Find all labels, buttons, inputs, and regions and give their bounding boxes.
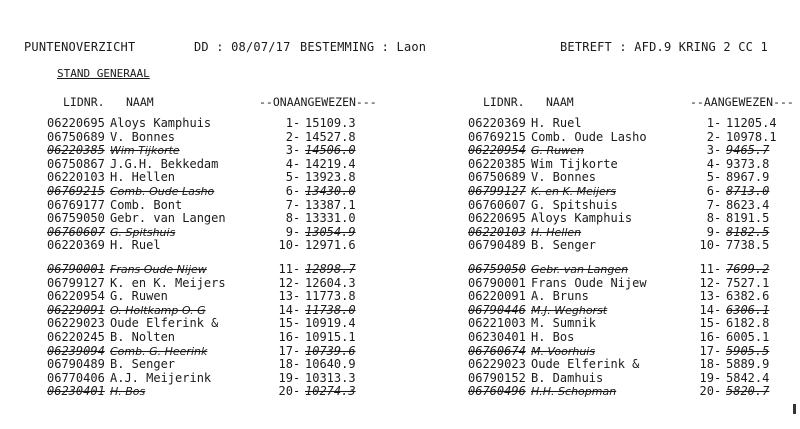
table-row bbox=[468, 331, 800, 344]
member-name: B. Senger bbox=[110, 357, 176, 372]
points: 10274.3 bbox=[305, 384, 356, 399]
margin-mark bbox=[793, 404, 796, 414]
points: 15109.3 bbox=[305, 116, 356, 130]
points: 11205.4 bbox=[726, 116, 777, 130]
table-row bbox=[47, 171, 387, 184]
rank: 10 bbox=[699, 238, 714, 253]
rank-separator: - bbox=[293, 262, 301, 276]
rank: 7 bbox=[706, 197, 714, 212]
rank-separator: - bbox=[714, 184, 722, 198]
rank-separator: - bbox=[293, 289, 301, 304]
rank-separator: - bbox=[714, 129, 722, 144]
member-number: 06220369 bbox=[468, 116, 526, 130]
rank: 3 bbox=[706, 143, 714, 158]
rank: 17 bbox=[699, 343, 714, 358]
date-field: DD : 08/07/17 bbox=[194, 40, 291, 54]
rank: 17 bbox=[278, 343, 293, 358]
table-row bbox=[468, 358, 800, 371]
table-row bbox=[47, 304, 387, 317]
member-name: G. Spitshuis bbox=[531, 197, 618, 212]
rank-separator: - bbox=[714, 275, 722, 290]
table-row bbox=[468, 385, 800, 398]
member-name: K. en K. Meijers bbox=[531, 185, 617, 198]
points: 5842.4 bbox=[726, 370, 770, 385]
points: 8191.5 bbox=[726, 211, 770, 226]
rank-separator: - bbox=[714, 343, 722, 358]
table-row bbox=[47, 345, 387, 358]
points: 10313.3 bbox=[305, 370, 356, 385]
rank: 14 bbox=[699, 302, 714, 317]
member-number: 06760496 bbox=[468, 384, 526, 399]
member-name: Aloys Kamphuis bbox=[110, 116, 212, 130]
rank: 10 bbox=[278, 238, 293, 253]
section-subtitle: STAND GENERAAL bbox=[57, 67, 150, 80]
table-row bbox=[47, 277, 387, 290]
member-number: 06790001 bbox=[47, 262, 105, 276]
member-number: 06769215 bbox=[47, 184, 105, 198]
report-title: PUNTENOVERZICHT bbox=[24, 40, 136, 54]
rank: 20 bbox=[278, 384, 293, 399]
member-number: 06769177 bbox=[47, 197, 105, 212]
rank: 18 bbox=[278, 357, 293, 372]
rank-separator: - bbox=[293, 129, 301, 144]
member-number: 06770406 bbox=[47, 370, 105, 385]
member-name: H. Bos bbox=[531, 330, 575, 344]
member-name: M. Voorhuis bbox=[531, 344, 596, 358]
rank: 13 bbox=[699, 289, 714, 304]
member-number: 06239094 bbox=[47, 343, 105, 358]
member-number: 06790152 bbox=[468, 370, 526, 385]
rank-separator: - bbox=[714, 289, 722, 304]
table-row bbox=[47, 263, 387, 276]
right-col-naam-header: NAAM bbox=[546, 95, 574, 109]
member-number: 06220385 bbox=[47, 143, 105, 158]
rank: 14 bbox=[278, 302, 293, 317]
member-name: Comb. G. Heerink bbox=[110, 344, 208, 358]
member-number: 06221003 bbox=[468, 316, 526, 331]
rank: 11 bbox=[699, 262, 714, 276]
points: 10915.1 bbox=[305, 330, 356, 344]
rank-separator: - bbox=[293, 343, 301, 358]
member-number: 06220695 bbox=[47, 116, 105, 130]
points: 13923.8 bbox=[305, 170, 356, 185]
member-number: 06760607 bbox=[47, 224, 105, 239]
member-name: Comb. Oude Lasho bbox=[110, 185, 215, 198]
rank-separator: - bbox=[714, 170, 722, 185]
member-number: 06230401 bbox=[468, 330, 526, 344]
member-name: V. Bonnes bbox=[110, 129, 176, 144]
member-number: 06220954 bbox=[47, 289, 105, 304]
table-row bbox=[47, 290, 387, 303]
points: 7699.2 bbox=[726, 262, 770, 276]
member-number: 06220369 bbox=[47, 238, 105, 253]
rank: 16 bbox=[278, 330, 293, 344]
points: 10978.1 bbox=[726, 129, 777, 144]
table-row bbox=[47, 226, 387, 239]
member-name: G. Spitshuis bbox=[110, 225, 176, 239]
member-number: 06760607 bbox=[468, 197, 526, 212]
table-row bbox=[47, 239, 387, 252]
points: 10739.6 bbox=[305, 343, 356, 358]
rank: 7 bbox=[285, 197, 293, 212]
left-col-naam-header: NAAM bbox=[126, 95, 154, 109]
member-number: 06220385 bbox=[468, 156, 526, 171]
rank-separator: - bbox=[293, 302, 301, 317]
table-row bbox=[47, 331, 387, 344]
points: 13331.0 bbox=[305, 211, 356, 226]
points: 14219.4 bbox=[305, 156, 356, 171]
member-name: Wim Tijkorte bbox=[110, 144, 180, 158]
rank-separator: - bbox=[293, 238, 301, 253]
member-number: 06220103 bbox=[47, 170, 105, 185]
member-number: 06229023 bbox=[47, 316, 105, 331]
points: 13054.9 bbox=[305, 224, 356, 239]
member-number: 06790489 bbox=[47, 357, 105, 372]
points: 13430.0 bbox=[305, 184, 356, 198]
member-number: 06230401 bbox=[47, 384, 105, 399]
member-number: 06760674 bbox=[468, 343, 526, 358]
rank: 19 bbox=[278, 370, 293, 385]
rank-separator: - bbox=[714, 370, 722, 385]
table-row bbox=[468, 212, 800, 225]
member-name: M. Sumnik bbox=[531, 316, 597, 331]
rank-separator: - bbox=[714, 224, 722, 239]
points: 5905.5 bbox=[726, 343, 770, 358]
table-row bbox=[47, 372, 387, 385]
rank: 15 bbox=[699, 316, 714, 331]
rank-separator: - bbox=[714, 316, 722, 331]
member-number: 06790489 bbox=[468, 238, 526, 253]
points: 6005.1 bbox=[726, 330, 770, 344]
table-row bbox=[47, 144, 387, 157]
rank: 12 bbox=[699, 275, 714, 290]
member-name: H. Ruel bbox=[110, 238, 161, 253]
points: 5820.7 bbox=[726, 384, 770, 399]
rank-separator: - bbox=[293, 316, 301, 331]
rank: 4 bbox=[285, 156, 293, 171]
rank: 8 bbox=[706, 211, 714, 226]
member-number: 06229091 bbox=[47, 302, 105, 317]
rank: 1 bbox=[706, 116, 714, 130]
table-row bbox=[468, 158, 800, 171]
member-number: 06220091 bbox=[468, 289, 526, 304]
rank-separator: - bbox=[714, 211, 722, 226]
points: 7527.1 bbox=[726, 275, 770, 290]
rank: 18 bbox=[699, 357, 714, 372]
member-name: G. Ruwen bbox=[531, 144, 584, 158]
table-row bbox=[47, 131, 387, 144]
rank-separator: - bbox=[714, 302, 722, 317]
rank-separator: - bbox=[293, 156, 301, 171]
member-number: 06769215 bbox=[468, 129, 526, 144]
points: 10919.4 bbox=[305, 316, 356, 331]
member-name: Gebr. van Langen bbox=[531, 263, 629, 276]
member-number: 06220245 bbox=[47, 330, 105, 344]
member-name: K. en K. Meijers bbox=[110, 275, 226, 290]
member-name: Comb. Oude Lasho bbox=[531, 129, 647, 144]
member-name: G. Ruwen bbox=[110, 289, 168, 304]
member-name: H. Hellen bbox=[531, 225, 582, 239]
member-name: B. Senger bbox=[531, 238, 597, 253]
table-row bbox=[468, 144, 800, 157]
member-name: O. Holtkamp O. G bbox=[110, 303, 206, 317]
rank: 1 bbox=[285, 116, 293, 130]
member-name: Wim Tijkorte bbox=[531, 156, 618, 171]
rank: 9 bbox=[285, 224, 293, 239]
member-name: A.J. Meijerink bbox=[110, 370, 212, 385]
table-row bbox=[468, 277, 800, 290]
rank: 13 bbox=[278, 289, 293, 304]
member-name: Oude Elferink & bbox=[110, 316, 219, 331]
rank-separator: - bbox=[293, 116, 301, 130]
table-row bbox=[468, 304, 800, 317]
table-row bbox=[468, 239, 800, 252]
points: 6182.8 bbox=[726, 316, 770, 331]
rank-separator: - bbox=[714, 384, 722, 399]
points: 9465.7 bbox=[726, 143, 770, 158]
table-row bbox=[47, 185, 387, 198]
member-name: B. Nolten bbox=[110, 330, 176, 344]
member-name: M.J. Weghorst bbox=[531, 303, 608, 317]
member-name: Comb. Bont bbox=[110, 197, 183, 212]
rank-separator: - bbox=[714, 197, 722, 212]
member-name: H. Hellen bbox=[110, 170, 176, 185]
member-name: Oude Elferink & bbox=[531, 357, 640, 372]
rank: 2 bbox=[706, 129, 714, 144]
points: 8713.0 bbox=[726, 184, 770, 198]
rank: 5 bbox=[706, 170, 714, 185]
points: 9373.8 bbox=[726, 156, 770, 171]
member-number: 06750689 bbox=[468, 170, 526, 185]
rank: 2 bbox=[285, 129, 293, 144]
member-name: H. Ruel bbox=[531, 116, 582, 130]
rank: 3 bbox=[285, 143, 293, 158]
table-row bbox=[468, 226, 800, 239]
rank-separator: - bbox=[714, 143, 722, 158]
points: 6306.1 bbox=[726, 302, 770, 317]
member-name: H.H. Schopman bbox=[531, 385, 617, 399]
rank: 11 bbox=[278, 262, 293, 276]
table-row bbox=[468, 131, 800, 144]
aangewezen-table bbox=[468, 117, 800, 397]
member-name: A. Bruns bbox=[531, 289, 589, 304]
points: 10640.9 bbox=[305, 357, 356, 372]
rank-separator: - bbox=[714, 262, 722, 276]
table-row bbox=[47, 117, 387, 130]
points: 13387.1 bbox=[305, 197, 356, 212]
member-name: J.G.H. Bekkedam bbox=[110, 156, 219, 171]
points: 12604.3 bbox=[305, 275, 356, 290]
left-col-score-header: --ONAANGEWEZEN--- bbox=[259, 95, 377, 109]
rank: 5 bbox=[285, 170, 293, 185]
rank-separator: - bbox=[714, 116, 722, 130]
rank-separator: - bbox=[293, 224, 301, 239]
rank-separator: - bbox=[293, 384, 301, 399]
rank: 9 bbox=[706, 224, 714, 239]
rank-separator: - bbox=[714, 156, 722, 171]
rank-separator: - bbox=[714, 330, 722, 344]
rank-separator: - bbox=[293, 370, 301, 385]
member-name: B. Damhuis bbox=[531, 370, 604, 385]
table-row bbox=[47, 199, 387, 212]
member-name: Frans Oude Nijew bbox=[531, 275, 647, 290]
member-name: H. Bos bbox=[110, 385, 146, 399]
table-row bbox=[468, 345, 800, 358]
points: 8182.5 bbox=[726, 224, 770, 239]
left-col-lidnr-header: LIDNR. bbox=[63, 95, 105, 109]
rank: 20 bbox=[699, 384, 714, 399]
member-number: 06790001 bbox=[468, 275, 526, 290]
member-number: 06759050 bbox=[468, 262, 526, 276]
member-name: Frans Oude Nijew bbox=[110, 263, 207, 276]
member-number: 06220954 bbox=[468, 143, 526, 158]
table-row bbox=[468, 317, 800, 330]
member-number: 06750689 bbox=[47, 129, 105, 144]
onaangewezen-table bbox=[47, 117, 387, 397]
rank: 8 bbox=[285, 211, 293, 226]
points: 5889.9 bbox=[726, 357, 770, 372]
rank-separator: - bbox=[293, 170, 301, 185]
member-name: V. Bonnes bbox=[531, 170, 597, 185]
rank-separator: - bbox=[293, 143, 301, 158]
member-number: 06220695 bbox=[468, 211, 526, 226]
right-col-score-header: --AANGEWEZEN--- bbox=[690, 95, 794, 109]
table-row bbox=[468, 263, 800, 276]
rank-separator: - bbox=[293, 197, 301, 212]
rank-separator: - bbox=[293, 211, 301, 226]
points: 14506.0 bbox=[305, 143, 356, 158]
points: 7738.5 bbox=[726, 238, 770, 253]
table-row bbox=[468, 171, 800, 184]
table-row bbox=[47, 212, 387, 225]
table-row bbox=[468, 199, 800, 212]
rank-separator: - bbox=[714, 357, 722, 372]
member-number: 06799127 bbox=[468, 184, 526, 198]
member-number: 06799127 bbox=[47, 275, 105, 290]
table-row bbox=[47, 358, 387, 371]
points: 11773.8 bbox=[305, 289, 356, 304]
right-col-lidnr-header: LIDNR. bbox=[483, 95, 525, 109]
member-number: 06220103 bbox=[468, 224, 526, 239]
rank-separator: - bbox=[293, 330, 301, 344]
rank: 12 bbox=[278, 275, 293, 290]
table-row bbox=[468, 372, 800, 385]
points: 11738.0 bbox=[305, 302, 356, 317]
rank: 6 bbox=[706, 184, 714, 198]
table-row bbox=[47, 317, 387, 330]
rank-separator: - bbox=[293, 357, 301, 372]
rank: 6 bbox=[285, 184, 293, 198]
member-name: Aloys Kamphuis bbox=[531, 211, 633, 226]
rank: 15 bbox=[278, 316, 293, 331]
points: 6382.6 bbox=[726, 289, 770, 304]
points: 8623.4 bbox=[726, 197, 770, 212]
member-number: 06759050 bbox=[47, 211, 105, 226]
rank: 19 bbox=[699, 370, 714, 385]
table-row bbox=[47, 158, 387, 171]
member-number: 06229023 bbox=[468, 357, 526, 372]
member-number: 06790446 bbox=[468, 302, 526, 317]
rank-separator: - bbox=[293, 275, 301, 290]
member-number: 06750867 bbox=[47, 156, 105, 171]
rank-separator: - bbox=[714, 238, 722, 253]
table-row bbox=[47, 385, 387, 398]
rank: 16 bbox=[699, 330, 714, 344]
rank: 4 bbox=[706, 156, 714, 171]
member-name: Gebr. van Langen bbox=[110, 211, 226, 226]
rank-separator: - bbox=[293, 184, 301, 198]
subject-field: BETREFT : AFD.9 KRING 2 CC 1 bbox=[560, 40, 768, 54]
points: 12898.7 bbox=[305, 262, 356, 276]
table-row bbox=[468, 290, 800, 303]
points: 14527.8 bbox=[305, 129, 356, 144]
points: 8967.9 bbox=[726, 170, 770, 185]
table-row bbox=[468, 185, 800, 198]
destination-field: BESTEMMING : Laon bbox=[300, 40, 427, 54]
points: 12971.6 bbox=[305, 238, 356, 253]
table-row bbox=[468, 117, 800, 130]
